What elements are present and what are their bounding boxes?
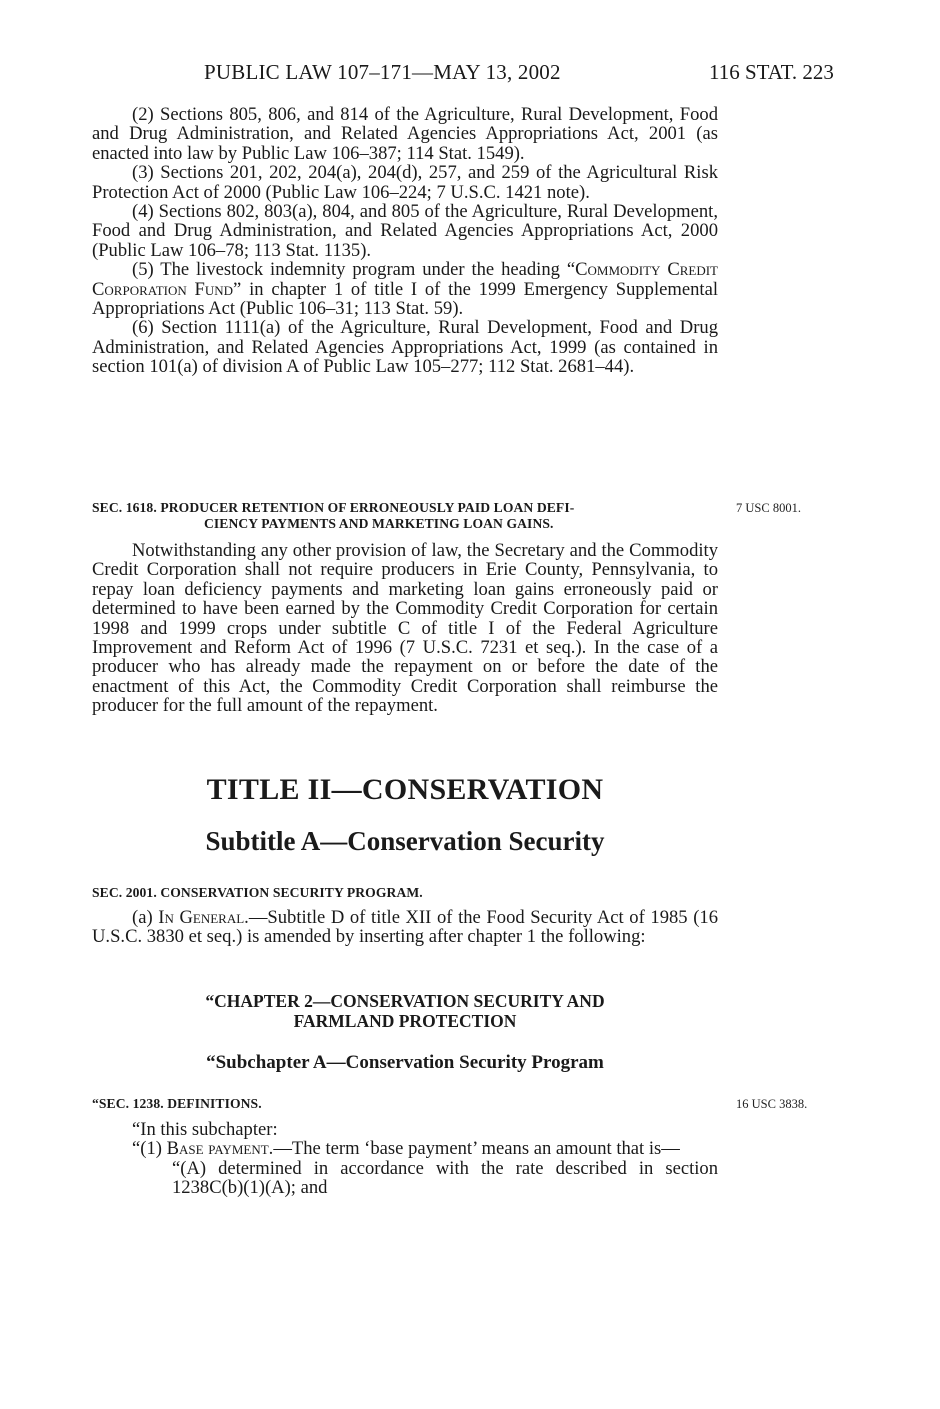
paragraph: Notwithstanding any other provision of law, the Secretary and the Commodity Credit Corporation shall not require producers in Erie County, Pennsylvania, to repay loan deficiency payments and marketing loan gains erroneously paid or determined to have been earned by the Commodity Credit Corporation for certain 1998 and 1999 crops under subtitle C of title I of the Federal Agriculture Improvement and Reform Act of 1996 (7 U.S.C. 7231 et seq.). In the case of a producer who has already made the repayment on or before the date of the enactment of this Act, the Commodity Credit Corporation shall reimburse the producer for the full amount of the repayment. bbox=[92, 540, 718, 717]
section-1238-heading: “SEC. 1238. DEFINITIONS. bbox=[92, 1096, 262, 1111]
list-item: (2) Sections 805, 806, and 814 of the Agriculture, Rural Development, Food and Drug Administration, and Related Agencies Appropriations Act, 2001 (as enacted into law by Public Law 106–387; 114 Stat. 1549). bbox=[92, 104, 718, 164]
title-heading: TITLE II—CONSERVATION bbox=[206, 773, 604, 806]
list-item: (5) The livestock indemnity program under the heading “Commodity Credit Corporation Fund” in chapter 1 of title I of the 1999 Emergency Supplemental Appropriations Act (Public 106–31; 113 Stat. 59). bbox=[92, 259, 719, 320]
margin-citation: 16 USC 3838. bbox=[736, 1097, 808, 1111]
definition-item: “(1) Base payment.—The term ‘base payment’ means an amount that is— bbox=[132, 1138, 680, 1160]
section-2001-heading: SEC. 2001. CONSERVATION SECURITY PROGRAM. bbox=[92, 885, 423, 900]
section-1618-body bbox=[92, 541, 718, 716]
margin-citation: 7 USC 8001. bbox=[736, 501, 801, 515]
subchapter-heading: “Subchapter A—Conservation Security Program bbox=[206, 1052, 604, 1073]
running-header-title: PUBLIC LAW 107–171—MAY 13, 2002 bbox=[204, 60, 561, 84]
definition-subitem: “(A) determined in accordance with the rate described in section 1238C(b)(1)(A); and bbox=[172, 1157, 718, 1199]
paragraph: (a) In General.—Subtitle D of title XII of the Food Security Act of 1985 (16 U.S.C. 3830 et seq.) is amended by inserting after chapter 1 the following: bbox=[92, 907, 718, 948]
section-1238-body bbox=[92, 1120, 718, 1198]
list-item: (3) Sections 201, 202, 204(a), 204(d), 257, and 259 of the Agricultural Risk Protection Act of 2000 (Public Law 106–224; 7 U.S.C. 1421 note). bbox=[92, 162, 718, 203]
chapter-heading: “CHAPTER 2—CONSERVATION SECURITY AND FARMLAND PROTECTION bbox=[205, 991, 605, 1031]
subtitle-heading: Subtitle A—Conservation Security bbox=[205, 826, 605, 856]
paragraph: “In this subchapter: bbox=[132, 1119, 278, 1140]
list-item: (6) Section 1111(a) of the Agriculture, Rural Development, Food and Drug Administration, and Related Agencies Appropriations Act, 1999 (as contained in section 101(a) of division A of Public Law 105–277; 112 Stat. 2681–44). bbox=[92, 317, 718, 378]
list-item: (4) Sections 802, 803(a), 804, and 805 of the Agriculture, Rural Development, Food and Drug Administration, and Related Agencies Appropriations Act, 2000 (Public Law 106–78; 113 Stat. 1135). bbox=[92, 201, 718, 261]
page-stat-reference: 116 STAT. 223 bbox=[709, 60, 834, 84]
list-section bbox=[92, 105, 718, 377]
section-2001-body bbox=[92, 908, 718, 947]
section-1618-heading: SEC. 1618. PRODUCER RETENTION OF ERRONEOUSLY PAID LOAN DEFI- CIENCY PAYMENTS AND MARKETING LOAN GAINS. bbox=[92, 500, 575, 531]
